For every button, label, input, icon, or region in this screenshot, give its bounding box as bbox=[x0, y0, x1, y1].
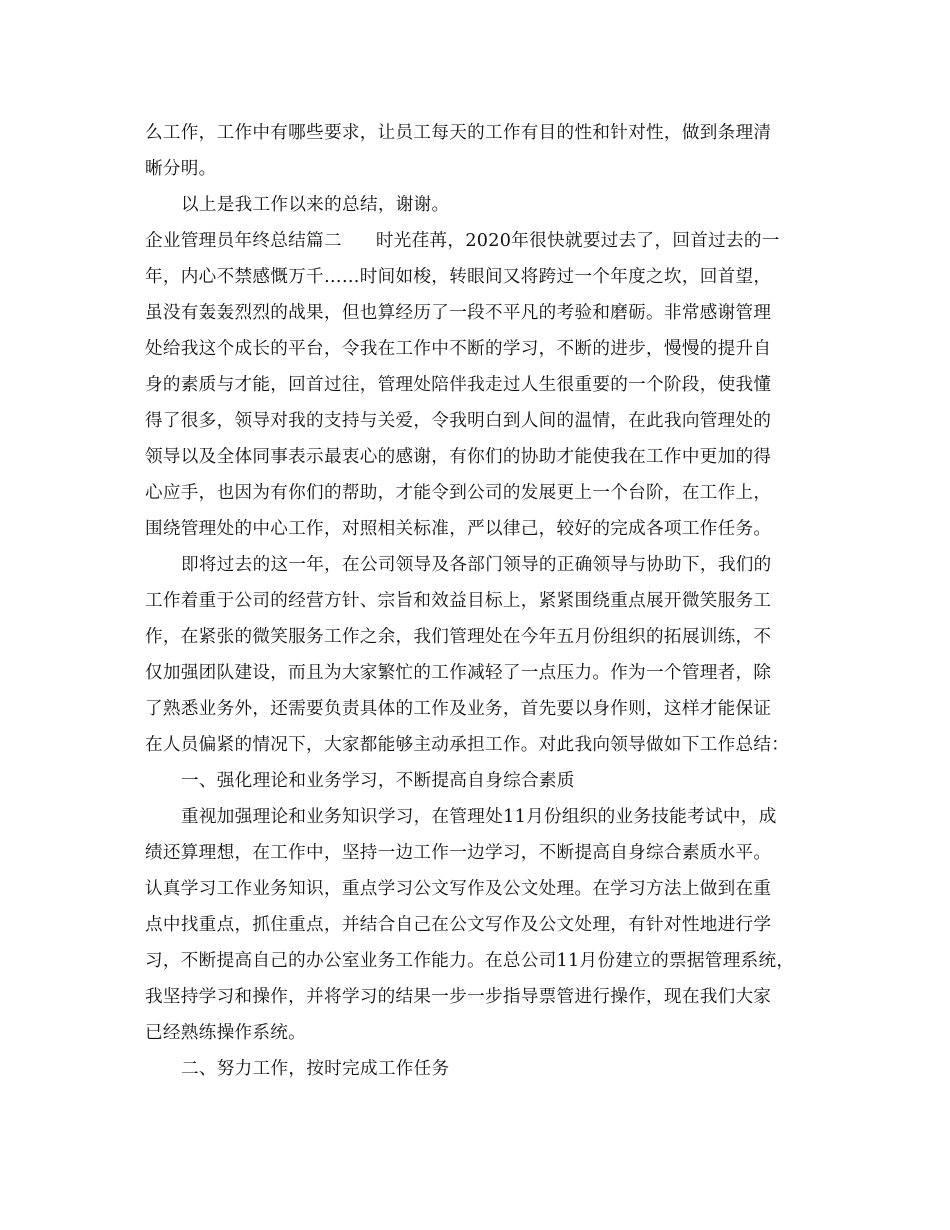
paragraph-line: 工作着重于公司的经营方针、宗旨和效益目标上，紧紧围绕重点展开微笑服务工 bbox=[145, 591, 772, 611]
section-heading-line bbox=[145, 226, 810, 256]
paragraph-line: 认真学习工作业务知识，重点学习公文写作及公文处理。在学习方法上做到在重 bbox=[145, 879, 772, 899]
paragraph-line: 即将过去的这一年，在公司领导及各部门领导的正确领导与协助下，我们的 bbox=[181, 555, 772, 575]
paragraph-line: 心应手，也因为有你们的帮助，才能令到公司的发展更上一个台阶，在工作上， bbox=[145, 483, 772, 503]
paragraph-line: 作，在紧张的微笑服务工作之余，我们管理处在今年五月份组织的拓展训练，不 bbox=[145, 627, 772, 647]
paragraph-line: 重视加强理论和业务知识学习，在管理处11月份组织的业务技能考试中，成 bbox=[181, 807, 777, 827]
paragraph-line: 以上是我工作以来的总结，谢谢。 bbox=[181, 195, 450, 215]
paragraph-line: 绩还算理想，在工作中，坚持一边工作一边学习，不断提高自身综合素质水平。 bbox=[145, 843, 772, 863]
paragraph-line: 在人员偏紧的情况下，大家都能够主动承担工作。对此我向领导做如下工作总结： bbox=[145, 735, 790, 755]
paragraph-line: 年，内心不禁感慨万千……时间如梭，转眼间又将跨过一个年度之坎，回首望， bbox=[145, 267, 772, 287]
section-intro-text: 时光荏苒，2020年很快就要过去了，回首过去的一 bbox=[375, 231, 780, 251]
subheading-line: 一、强化理论和业务学习，不断提高自身综合素质 bbox=[181, 771, 575, 791]
paragraph-line: 围绕管理处的中心工作，对照相关标准，严以律己，较好的完成各项工作任务。 bbox=[145, 519, 772, 539]
paragraph-line: 虽没有轰轰烈烈的战果，但也算经历了一段不平凡的考验和磨砺。非常感谢管理 bbox=[145, 303, 772, 323]
paragraph-line: 习，不断提高自己的办公室业务工作能力。在总公司11月份建立的票据管理系统， bbox=[145, 951, 795, 971]
paragraph-line: 领导以及全体同事表示最衷心的感谢，有你们的协助才能使我在工作中更加的得 bbox=[145, 447, 772, 467]
subheading-line: 二、努力工作，按时完成工作任务 bbox=[181, 1059, 450, 1079]
paragraph-line: 么工作，工作中有哪些要求，让员工每天的工作有目的性和针对性，做到条理清 bbox=[145, 123, 772, 143]
paragraph-line: 身的素质与才能，回首过往，管理处陪伴我走过人生很重要的一个阶段，使我懂 bbox=[145, 375, 772, 395]
paragraph-line: 点中找重点，抓住重点，并结合自己在公文写作及公文处理，有针对性地进行学 bbox=[145, 915, 772, 935]
paragraph-line: 我坚持学习和操作，并将学习的结果一步一步指导票管进行操作，现在我们大家 bbox=[145, 987, 772, 1007]
paragraph-line: 晰分明。 bbox=[145, 159, 217, 179]
paragraph-line: 已经熟练操作系统。 bbox=[145, 1023, 307, 1043]
section-title: 企业管理员年终总结篇二 bbox=[145, 231, 342, 251]
paragraph-line: 了熟悉业务外，还需要负责具体的工作及业务，首先要以身作则，这样才能保证 bbox=[145, 699, 772, 719]
paragraph-line: 得了很多，领导对我的支持与关爱，令我明白到人间的温情，在此我向管理处的 bbox=[145, 411, 772, 431]
paragraph-line: 仅加强团队建设，而且为大家繁忙的工作减轻了一点压力。作为一个管理者，除 bbox=[145, 663, 772, 683]
paragraph-line: 处给我这个成长的平台，令我在工作中不断的学习，不断的进步，慢慢的提升自 bbox=[145, 339, 772, 359]
